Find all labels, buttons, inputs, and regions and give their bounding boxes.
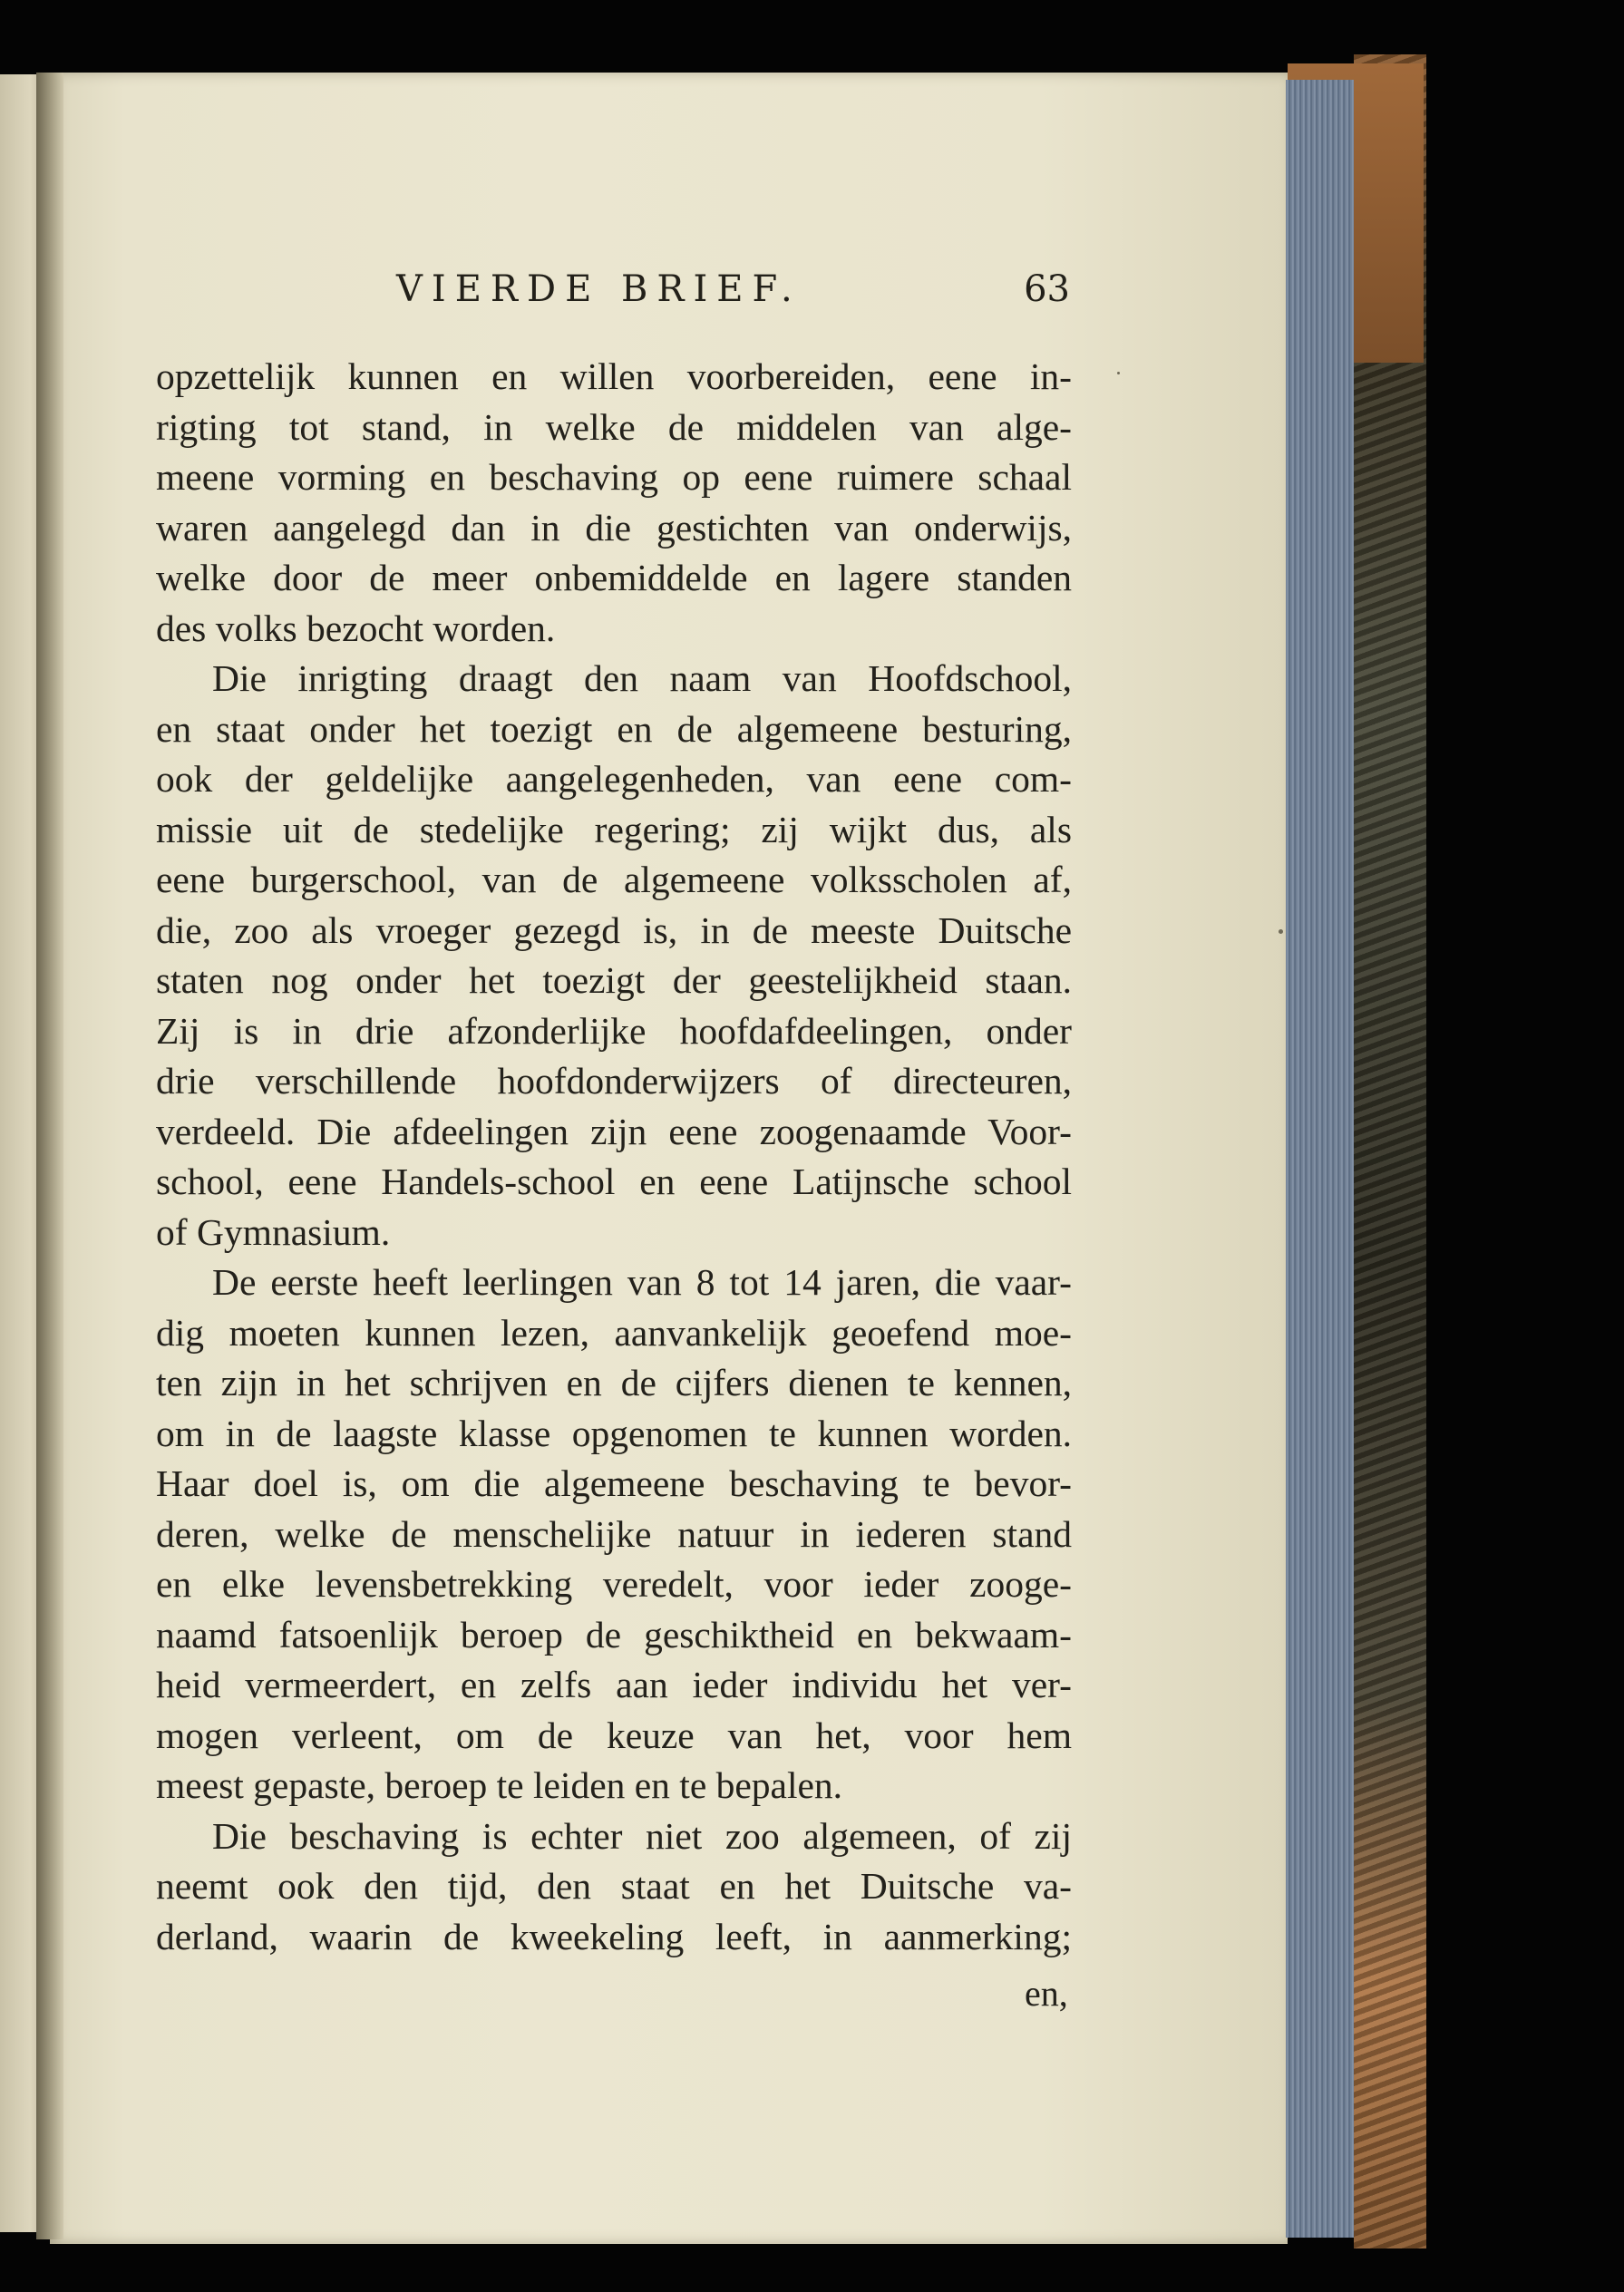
text-line: De eerste heeft leerlingen van 8 tot 14 jaren, die vaar- [212,1261,1072,1303]
text-line: drie verschillende hoofdonderwijzers of directeuren, [156,1060,1072,1102]
text-line: waren aangelegd dan in die gestichten van onderwijs, [156,506,1072,549]
running-title: VIERDE BRIEF. [396,268,802,310]
paper-speck [1279,929,1283,934]
text-line: opzettelijk kunnen en willen voorbereiden, eene in- [156,355,1072,397]
book-gutter [36,73,63,2239]
catchword: en, [1025,1973,1068,2014]
text-line: missie uit de stedelijke regering; zij wijkt dus, als [156,808,1072,850]
text-line: eene burgerschool, van de algemeene volksscholen af, [156,859,1072,900]
paper-speck [1117,372,1120,374]
text-line: heid vermeerdert, en zelfs aan ieder individu het ver- [156,1664,1072,1705]
text-line: om in de laagste klasse opgenomen te kunnen worden. [156,1412,1072,1454]
text-line: ook der geldelijke aangelegenheden, van eene com- [156,758,1072,800]
text-line: dig moeten kunnen lezen, aanvankelijk geoefend moe- [156,1311,1072,1354]
text-line: derland, waarin de kweekeling leeft, in aanmerking; [156,1915,1072,1957]
text-line: of Gymnasium. [156,1210,391,1253]
text-line: die, zoo als vroeger gezegd is, in de meeste Duitsche [156,908,1072,951]
text-line: welke door de meer onbemiddelde en lagere standen [156,557,1072,598]
page-block-edge [1286,80,1354,2238]
text-line: ten zijn in het schrijven en de cijfers dienen te kennen, [156,1362,1072,1403]
book-cover-edge [1354,54,1426,2248]
text-line: rigting tot stand, in welke de middelen van alge- [156,405,1072,448]
text-line: naamd fatsoenlijk beroep de geschiktheid en bekwaam- [156,1613,1072,1656]
text-line: Zij is in drie afzonderlijke hoofdafdeelingen, onder [156,1009,1072,1052]
text-line: neemt ook den tijd, den staat en het Duitsche va- [156,1865,1072,1907]
body-text [156,352,1072,1962]
text-line: en elke levensbetrekking veredelt, voor ieder zooge- [156,1563,1072,1605]
text-line: Die beschaving is echter niet zoo algemeen, of zij [212,1814,1072,1857]
text-line: Die inrigting draagt den naam van Hoofdschool, [212,657,1072,699]
text-line: school, eene Handels-school en eene Latijnsche school [156,1161,1072,1202]
text-line: Haar doel is, om die algemeene beschaving te bevor- [156,1462,1072,1504]
page-number: 63 [1024,268,1070,310]
text-line: meene vorming en beschaving op eene ruimere schaal [156,456,1072,498]
text-line: staten nog onder het toezigt der geestelijkheid staan. [156,959,1072,1001]
text-line: des volks bezocht worden. [156,607,556,649]
text-line: mogen verleent, om de keuze van het, voor hem [156,1714,1072,1756]
text-line: verdeeld. Die afdeelingen zijn eene zoogenaamde Voor- [156,1110,1072,1152]
text-line: en staat onder het toezigt en de algemeene besturing, [156,707,1072,750]
text-line: deren, welke de menschelijke natuur in iederen stand [156,1512,1072,1555]
text-line: meest gepaste, beroep te leiden en te bepalen. [156,1764,843,1806]
